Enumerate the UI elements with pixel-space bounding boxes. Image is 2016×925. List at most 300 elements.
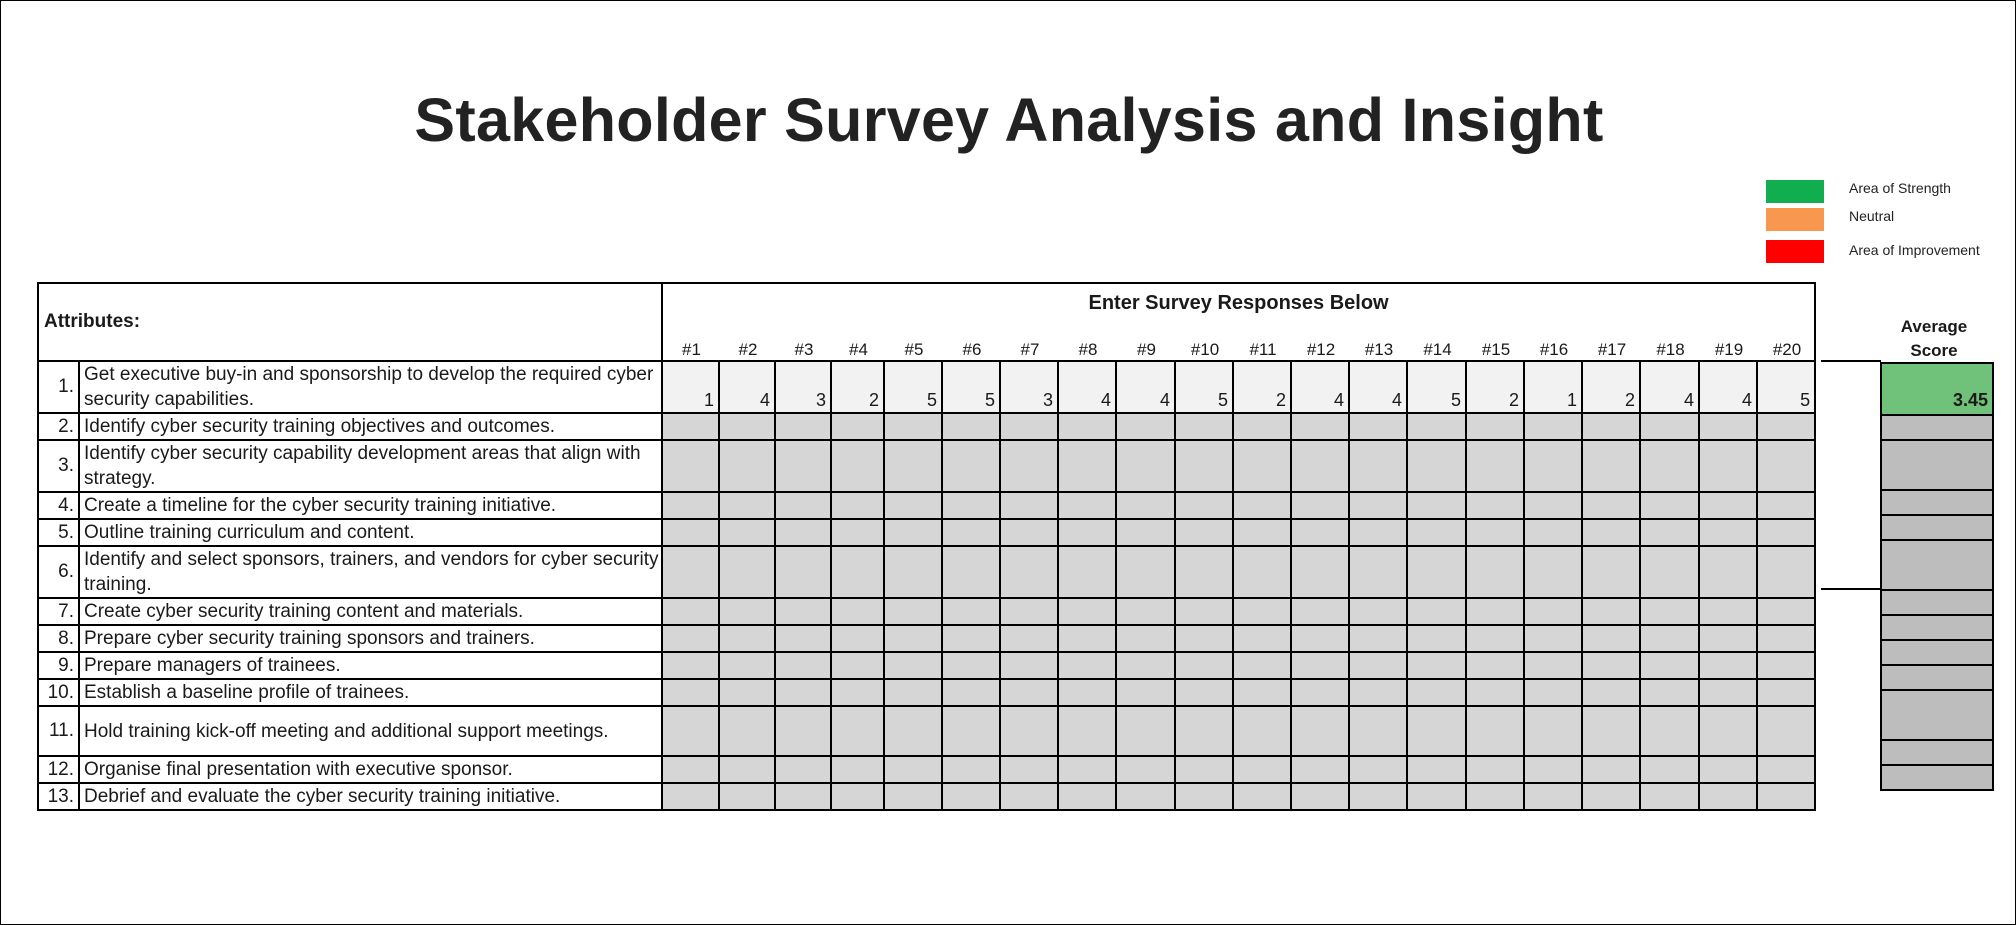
response-cell[interactable]: 2 <box>1582 361 1640 413</box>
response-cell[interactable] <box>775 756 831 783</box>
response-cell[interactable] <box>1291 652 1349 679</box>
response-cell[interactable] <box>1058 598 1116 625</box>
response-cell[interactable] <box>884 546 942 598</box>
response-cell[interactable] <box>662 652 719 679</box>
table-row <box>38 546 1815 598</box>
response-cell[interactable] <box>1175 440 1233 492</box>
response-cell[interactable] <box>662 546 719 598</box>
response-cell[interactable] <box>719 492 775 519</box>
response-cell[interactable] <box>1116 492 1175 519</box>
response-cell[interactable] <box>1699 492 1757 519</box>
response-cell[interactable] <box>1757 440 1815 492</box>
response-cell[interactable] <box>1466 546 1524 598</box>
response-cell[interactable] <box>1291 492 1349 519</box>
response-cell[interactable] <box>1466 519 1524 546</box>
response-cell[interactable] <box>1407 679 1466 706</box>
response-cell[interactable]: 5 <box>942 361 1000 413</box>
response-cell[interactable] <box>1466 706 1524 756</box>
responses-header: Enter Survey Responses Below <box>1088 292 1389 314</box>
response-cell[interactable] <box>1175 783 1233 810</box>
response-cell[interactable] <box>1640 598 1699 625</box>
response-cell[interactable] <box>1233 519 1291 546</box>
survey-table <box>37 282 1816 811</box>
response-cell[interactable] <box>1524 492 1582 519</box>
response-cell[interactable] <box>1466 756 1524 783</box>
response-cell[interactable]: 5 <box>884 361 942 413</box>
page-title: Stakeholder Survey Analysis and Insight <box>414 86 1604 154</box>
response-cell[interactable] <box>1407 783 1466 810</box>
response-cell[interactable]: 4 <box>1699 361 1757 413</box>
response-cell[interactable] <box>1582 625 1640 652</box>
average-score-cell <box>1881 640 1993 665</box>
response-cell[interactable] <box>1524 625 1582 652</box>
response-cell[interactable] <box>1116 625 1175 652</box>
response-cell[interactable] <box>1466 652 1524 679</box>
response-cell[interactable] <box>1291 783 1349 810</box>
response-cell[interactable] <box>1291 440 1349 492</box>
response-cell[interactable] <box>1699 706 1757 756</box>
row-number: 5. <box>38 519 79 546</box>
response-cell[interactable] <box>662 679 719 706</box>
attributes-header: Attributes: <box>38 283 662 361</box>
response-cell[interactable] <box>1640 440 1699 492</box>
response-cell[interactable]: 1 <box>662 361 719 413</box>
response-cell[interactable] <box>1466 440 1524 492</box>
response-cell[interactable] <box>831 546 884 598</box>
response-column-label: #20 <box>1772 340 1802 359</box>
response-cell[interactable]: 2 <box>831 361 884 413</box>
response-cell[interactable] <box>1058 519 1116 546</box>
response-cell[interactable] <box>1407 519 1466 546</box>
response-cell[interactable] <box>1175 413 1233 440</box>
response-cell[interactable] <box>1699 679 1757 706</box>
attribute-label: Debrief and evaluate the cyber security training initiative. <box>79 783 662 810</box>
response-cell[interactable]: 3 <box>775 361 831 413</box>
response-cell[interactable] <box>1291 546 1349 598</box>
response-cell[interactable] <box>1233 679 1291 706</box>
response-cell[interactable] <box>662 625 719 652</box>
responses-header-cell <box>662 283 1815 361</box>
response-cell[interactable] <box>1233 652 1291 679</box>
response-cell[interactable] <box>1582 756 1640 783</box>
response-cell[interactable] <box>1233 706 1291 756</box>
response-cell[interactable] <box>1175 652 1233 679</box>
response-cell[interactable] <box>942 706 1000 756</box>
response-cell[interactable] <box>1058 783 1116 810</box>
average-score-cell <box>1881 765 1993 790</box>
response-cell[interactable]: 2 <box>1233 361 1291 413</box>
legend-label-strength: Area of Strength <box>1849 180 1951 196</box>
response-cell[interactable] <box>1175 492 1233 519</box>
response-cell[interactable] <box>1000 413 1058 440</box>
response-cell[interactable] <box>1407 492 1466 519</box>
response-cell[interactable] <box>1640 706 1699 756</box>
response-cell[interactable] <box>1407 413 1466 440</box>
response-cell[interactable] <box>1699 625 1757 652</box>
response-cell[interactable] <box>1349 546 1407 598</box>
response-cell[interactable] <box>1582 413 1640 440</box>
attribute-label: Identify cyber security capability development areas that align with strategy. <box>79 440 662 492</box>
response-cell[interactable] <box>884 756 942 783</box>
response-column-label: #19 <box>1714 340 1744 359</box>
response-cell[interactable] <box>1407 598 1466 625</box>
response-cell[interactable] <box>1000 706 1058 756</box>
response-cell[interactable] <box>775 706 831 756</box>
response-cell[interactable]: 5 <box>1407 361 1466 413</box>
row-number: 11. <box>38 706 79 756</box>
response-cell[interactable] <box>1291 625 1349 652</box>
response-cell[interactable] <box>1524 756 1582 783</box>
response-cell[interactable] <box>1524 783 1582 810</box>
response-cell[interactable] <box>1000 783 1058 810</box>
response-cell[interactable] <box>1757 706 1815 756</box>
response-cell[interactable] <box>775 598 831 625</box>
response-column-label: #3 <box>794 340 814 359</box>
response-cell[interactable] <box>942 679 1000 706</box>
response-cell[interactable] <box>1175 546 1233 598</box>
response-cell[interactable] <box>1116 519 1175 546</box>
response-cell[interactable] <box>1757 679 1815 706</box>
response-cell[interactable] <box>1058 546 1116 598</box>
response-cell[interactable] <box>1699 598 1757 625</box>
response-cell[interactable] <box>1582 519 1640 546</box>
response-cell[interactable] <box>1291 519 1349 546</box>
response-cell[interactable]: 2 <box>1466 361 1524 413</box>
response-cell[interactable] <box>775 783 831 810</box>
response-cell[interactable] <box>1640 625 1699 652</box>
response-column-label: #4 <box>849 340 868 359</box>
response-cell[interactable] <box>1582 679 1640 706</box>
response-cell[interactable] <box>1349 598 1407 625</box>
response-cell[interactable] <box>884 706 942 756</box>
response-cell[interactable] <box>719 519 775 546</box>
response-cell[interactable] <box>1058 756 1116 783</box>
response-cell[interactable] <box>719 756 775 783</box>
response-cell[interactable] <box>1640 783 1699 810</box>
response-cell[interactable] <box>1699 756 1757 783</box>
response-cell[interactable] <box>1699 783 1757 810</box>
response-cell[interactable] <box>719 546 775 598</box>
legend-swatch-improvement <box>1766 240 1824 263</box>
response-cell[interactable] <box>942 625 1000 652</box>
average-score-cell <box>1881 615 1993 640</box>
response-cell[interactable]: 4 <box>719 361 775 413</box>
table-row <box>38 625 1815 652</box>
response-cell[interactable] <box>1116 756 1175 783</box>
response-cell[interactable] <box>1757 783 1815 810</box>
response-cell[interactable] <box>1291 679 1349 706</box>
response-cell[interactable] <box>719 413 775 440</box>
response-cell[interactable] <box>1757 598 1815 625</box>
response-cell[interactable] <box>662 413 719 440</box>
response-cell[interactable] <box>942 652 1000 679</box>
response-cell[interactable] <box>1175 598 1233 625</box>
response-cell[interactable]: 5 <box>1175 361 1233 413</box>
row-number: 12. <box>38 756 79 783</box>
response-cell[interactable] <box>1116 413 1175 440</box>
response-cell[interactable] <box>884 519 942 546</box>
response-cell[interactable] <box>775 492 831 519</box>
response-cell[interactable] <box>1058 679 1116 706</box>
response-cell[interactable] <box>884 440 942 492</box>
response-cell[interactable] <box>719 679 775 706</box>
response-cell[interactable] <box>831 598 884 625</box>
response-cell[interactable] <box>1000 519 1058 546</box>
response-cell[interactable] <box>662 783 719 810</box>
response-cell[interactable] <box>1757 413 1815 440</box>
row-connector-line <box>1821 588 1881 590</box>
response-cell[interactable] <box>1699 546 1757 598</box>
response-cell[interactable] <box>1699 519 1757 546</box>
response-cell[interactable] <box>1349 492 1407 519</box>
response-cell[interactable] <box>1640 413 1699 440</box>
response-cell[interactable] <box>1582 706 1640 756</box>
response-cell[interactable] <box>1466 783 1524 810</box>
response-cell[interactable] <box>1349 519 1407 546</box>
response-cell[interactable] <box>719 440 775 492</box>
response-cell[interactable] <box>1699 440 1757 492</box>
response-cell[interactable] <box>831 652 884 679</box>
response-cell[interactable] <box>1349 440 1407 492</box>
response-cell[interactable] <box>1757 492 1815 519</box>
response-cell[interactable] <box>1407 756 1466 783</box>
response-cell[interactable] <box>1407 440 1466 492</box>
average-score-cell <box>1881 665 1993 690</box>
response-cell[interactable] <box>942 783 1000 810</box>
response-cell[interactable] <box>1175 679 1233 706</box>
response-cell[interactable] <box>775 519 831 546</box>
response-cell[interactable] <box>1524 519 1582 546</box>
response-cell[interactable] <box>1407 652 1466 679</box>
response-cell[interactable] <box>884 783 942 810</box>
response-cell[interactable] <box>1524 598 1582 625</box>
response-cell[interactable] <box>662 519 719 546</box>
response-cell[interactable] <box>775 413 831 440</box>
response-cell[interactable] <box>719 652 775 679</box>
response-cell[interactable] <box>1000 546 1058 598</box>
response-cell[interactable]: 5 <box>1757 361 1815 413</box>
row-number: 6. <box>38 546 79 598</box>
response-cell[interactable] <box>1640 679 1699 706</box>
response-cell[interactable]: 1 <box>1524 361 1582 413</box>
response-cell[interactable] <box>884 679 942 706</box>
response-cell[interactable] <box>942 440 1000 492</box>
response-cell[interactable] <box>1349 783 1407 810</box>
response-cell[interactable] <box>1524 546 1582 598</box>
response-cell[interactable]: 4 <box>1640 361 1699 413</box>
response-cell[interactable] <box>1466 598 1524 625</box>
response-cell[interactable] <box>1116 652 1175 679</box>
response-cell[interactable] <box>1407 625 1466 652</box>
response-cell[interactable]: 4 <box>1058 361 1116 413</box>
response-cell[interactable] <box>775 440 831 492</box>
response-cell[interactable] <box>1175 756 1233 783</box>
response-cell[interactable] <box>1116 440 1175 492</box>
response-cell[interactable] <box>831 492 884 519</box>
response-cell[interactable]: 3 <box>1000 361 1058 413</box>
response-cell[interactable] <box>942 598 1000 625</box>
response-cell[interactable] <box>1699 413 1757 440</box>
response-cell[interactable] <box>775 625 831 652</box>
response-cell[interactable] <box>1349 652 1407 679</box>
response-cell[interactable] <box>1233 440 1291 492</box>
response-column-label: #11 <box>1249 340 1277 359</box>
response-cell[interactable] <box>942 756 1000 783</box>
attribute-label: Prepare managers of trainees. <box>79 652 662 679</box>
response-cell[interactable] <box>1000 756 1058 783</box>
response-cell[interactable] <box>1058 625 1116 652</box>
response-cell[interactable]: 4 <box>1116 361 1175 413</box>
response-cell[interactable] <box>1524 652 1582 679</box>
response-cell[interactable] <box>884 598 942 625</box>
response-cell[interactable] <box>1466 679 1524 706</box>
response-cell[interactable] <box>719 706 775 756</box>
attribute-label: Create a timeline for the cyber security training initiative. <box>79 492 662 519</box>
row-number: 1. <box>38 361 79 413</box>
response-cell[interactable] <box>1407 706 1466 756</box>
response-cell[interactable] <box>1466 492 1524 519</box>
response-cell[interactable] <box>1640 519 1699 546</box>
response-cell[interactable] <box>1058 652 1116 679</box>
response-cell[interactable] <box>662 492 719 519</box>
response-cell[interactable] <box>1757 652 1815 679</box>
response-cell[interactable] <box>1640 756 1699 783</box>
response-cell[interactable] <box>1349 679 1407 706</box>
response-cell[interactable] <box>1524 706 1582 756</box>
response-cell[interactable] <box>1000 598 1058 625</box>
row-number: 8. <box>38 625 79 652</box>
response-cell[interactable] <box>1116 783 1175 810</box>
response-cell[interactable] <box>1116 706 1175 756</box>
response-cell[interactable] <box>1291 706 1349 756</box>
response-column-label: #6 <box>962 340 982 359</box>
response-cell[interactable] <box>831 519 884 546</box>
response-cell[interactable] <box>942 413 1000 440</box>
response-cell[interactable] <box>662 440 719 492</box>
response-cell[interactable] <box>662 706 719 756</box>
response-cell[interactable] <box>1000 440 1058 492</box>
response-cell[interactable] <box>1291 598 1349 625</box>
response-cell[interactable] <box>1640 652 1699 679</box>
response-cell[interactable] <box>1757 625 1815 652</box>
response-cell[interactable] <box>884 492 942 519</box>
response-cell[interactable] <box>1291 413 1349 440</box>
row-number: 7. <box>38 598 79 625</box>
response-cell[interactable] <box>1058 440 1116 492</box>
response-cell[interactable] <box>775 652 831 679</box>
table-row <box>38 492 1815 519</box>
response-cell[interactable] <box>1233 625 1291 652</box>
response-cell[interactable] <box>1116 546 1175 598</box>
response-cell[interactable] <box>831 440 884 492</box>
response-cell[interactable] <box>1233 546 1291 598</box>
response-cell[interactable]: 4 <box>1291 361 1349 413</box>
average-score-header: Average Score <box>1900 317 1968 360</box>
response-cell[interactable] <box>1466 413 1524 440</box>
response-cell[interactable] <box>1524 413 1582 440</box>
response-cell[interactable] <box>942 492 1000 519</box>
response-cell[interactable] <box>1640 546 1699 598</box>
response-cell[interactable] <box>942 546 1000 598</box>
response-cell[interactable] <box>662 756 719 783</box>
response-cell[interactable] <box>1000 652 1058 679</box>
response-cell[interactable] <box>1466 625 1524 652</box>
response-cell[interactable] <box>1175 706 1233 756</box>
response-cell[interactable] <box>1233 756 1291 783</box>
response-column-label: #17 <box>1597 340 1627 359</box>
response-cell[interactable] <box>1058 492 1116 519</box>
response-cell[interactable] <box>1582 546 1640 598</box>
response-cell[interactable] <box>1582 598 1640 625</box>
response-cell[interactable] <box>1000 625 1058 652</box>
response-cell[interactable] <box>1000 679 1058 706</box>
response-cell[interactable] <box>719 598 775 625</box>
response-cell[interactable] <box>1582 783 1640 810</box>
response-cell[interactable] <box>1000 492 1058 519</box>
response-cell[interactable] <box>1524 440 1582 492</box>
response-cell[interactable] <box>775 546 831 598</box>
response-cell[interactable] <box>884 413 942 440</box>
response-column-label: #1 <box>682 340 701 359</box>
legend-label-improvement: Area of Improvement <box>1849 242 1980 258</box>
response-cell[interactable] <box>1349 413 1407 440</box>
average-score-cell <box>1881 540 1993 590</box>
response-cell[interactable] <box>1407 546 1466 598</box>
response-cell[interactable] <box>1349 706 1407 756</box>
response-cell[interactable] <box>1233 413 1291 440</box>
response-cell[interactable] <box>1058 706 1116 756</box>
response-cell[interactable] <box>831 679 884 706</box>
response-cell[interactable] <box>1233 598 1291 625</box>
response-cell[interactable]: 4 <box>1349 361 1407 413</box>
response-cell[interactable] <box>831 756 884 783</box>
response-cell[interactable] <box>884 652 942 679</box>
response-cell[interactable] <box>662 598 719 625</box>
response-cell[interactable] <box>1175 519 1233 546</box>
response-cell[interactable] <box>831 706 884 756</box>
response-cell[interactable] <box>1175 625 1233 652</box>
response-cell[interactable] <box>719 783 775 810</box>
attribute-label: Identify cyber security training objectives and outcomes. <box>79 413 662 440</box>
table-row <box>38 519 1815 546</box>
response-cell[interactable] <box>1349 625 1407 652</box>
response-cell[interactable] <box>1582 440 1640 492</box>
response-cell[interactable] <box>1058 413 1116 440</box>
response-cell[interactable] <box>1582 492 1640 519</box>
response-cell[interactable] <box>831 783 884 810</box>
average-score-cell <box>1881 740 1993 765</box>
response-cell[interactable] <box>1699 652 1757 679</box>
response-cell[interactable] <box>1524 679 1582 706</box>
response-cell[interactable] <box>1233 492 1291 519</box>
response-cell[interactable] <box>1116 598 1175 625</box>
response-cell[interactable] <box>775 679 831 706</box>
response-cell[interactable] <box>1582 652 1640 679</box>
response-cell[interactable] <box>1233 783 1291 810</box>
response-cell[interactable] <box>1349 756 1407 783</box>
response-cell[interactable] <box>1116 679 1175 706</box>
response-cell[interactable] <box>1757 546 1815 598</box>
response-cell[interactable] <box>1757 519 1815 546</box>
response-cell[interactable] <box>1757 756 1815 783</box>
response-cell[interactable] <box>942 519 1000 546</box>
response-cell[interactable] <box>1291 756 1349 783</box>
response-cell[interactable] <box>884 625 942 652</box>
response-cell[interactable] <box>1640 492 1699 519</box>
response-cell[interactable] <box>719 625 775 652</box>
response-cell[interactable] <box>831 625 884 652</box>
response-cell[interactable] <box>831 413 884 440</box>
